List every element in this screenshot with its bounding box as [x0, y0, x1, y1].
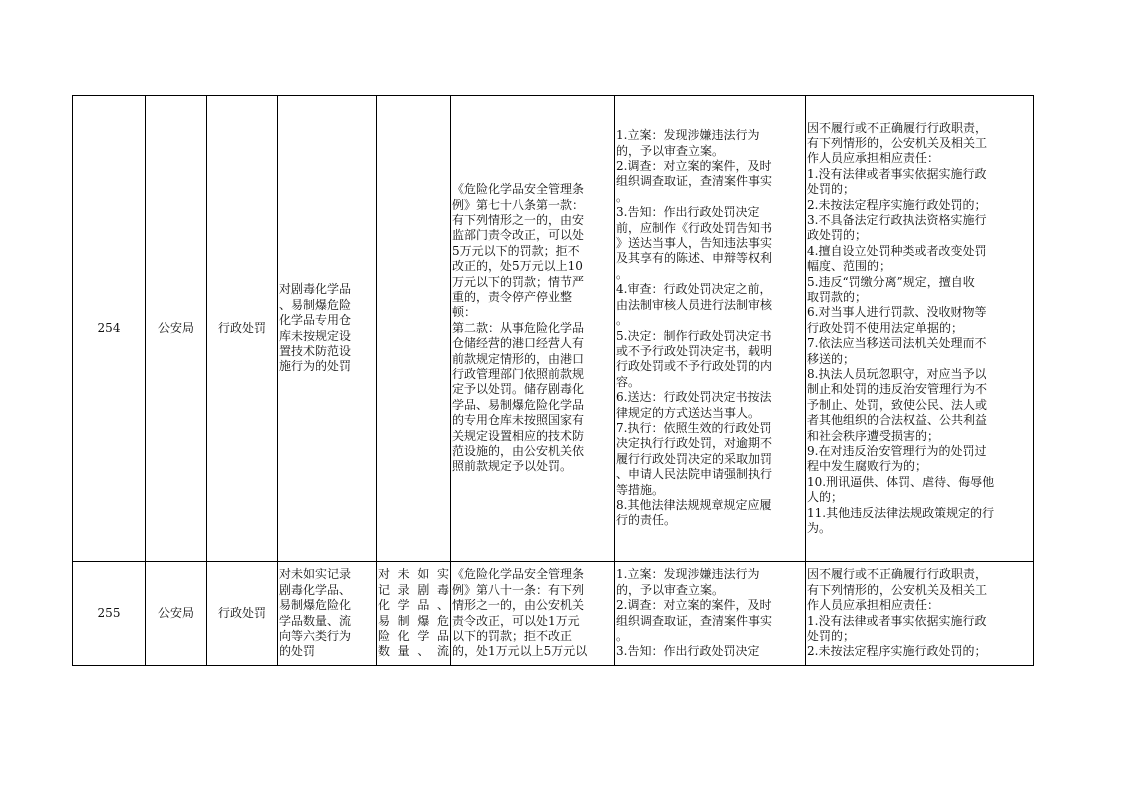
item-name-cell: [278, 96, 377, 562]
text-line: 决定执行行政处罚，对逾期不: [616, 436, 773, 451]
text-line: 的，处1万元以上5万元以: [452, 644, 588, 659]
text-line: 1.没有法律或者事实依据实施行政: [807, 166, 987, 181]
text-line: 范设施的，由公安机关依: [452, 444, 585, 459]
text-line: 3.告知：作出行政处罚决定: [616, 644, 760, 659]
text-line: 库未按规定设: [279, 328, 352, 343]
text-line: 11.其他违反法律法规政策规定的行: [807, 505, 995, 520]
text-line: 《危险化学品安全管理条: [452, 567, 585, 582]
text-line: 例》第七十八条第一款：: [452, 197, 585, 212]
text-line: 学品数量、流: [279, 613, 352, 628]
text-line: 因不履行或不正确履行行政职责，: [807, 567, 988, 582]
text-line: 4.擅自设立处罚种类或者改变处罚: [807, 243, 987, 258]
text-line: 2.未按法定程序实施行政处罚的；: [807, 197, 987, 212]
procedure-cell: [615, 562, 806, 666]
text-line: 行政处罚不使用法定单据的；: [807, 320, 964, 335]
text-line: 8.执法人员玩忽职守，对应当予以: [807, 367, 987, 382]
text-line: 4.审查：行政处罚决定之前，: [616, 282, 772, 297]
text-line: 组织调查取证，查清案件事实: [616, 613, 773, 628]
row-number: 255: [73, 562, 146, 666]
text-line: 和社会秩序遭受损害的；: [807, 428, 940, 443]
text-line: 定予以处罚。储存剧毒化: [452, 382, 585, 397]
text-line: 2.调查：对立案的案件，及时: [616, 159, 772, 174]
text-line: 数量、流: [378, 644, 449, 659]
enforcement-table: [72, 95, 1034, 666]
text-line: 改正的，处5万元以上10: [452, 259, 583, 274]
text-line: 3.告知：作出行政处罚决定: [616, 205, 760, 220]
text-line: 有下列情形的，公安机关及相关工: [807, 582, 988, 597]
department-cell: 公安局: [146, 96, 207, 562]
text-line: 易制爆危: [378, 613, 449, 628]
text-line: 行的责任。: [616, 513, 677, 528]
text-line: 人的；: [807, 490, 844, 505]
text-line: 以下的罚款；拒不改正: [452, 628, 573, 643]
text-line: 易制爆危险化: [279, 598, 352, 613]
text-line: 处罚的；: [807, 182, 856, 197]
text-line: 。: [616, 266, 629, 281]
text-line: 。: [616, 313, 629, 328]
text-line: 前，应制作《行政处罚告知书: [616, 220, 773, 235]
legal-basis-cell: [451, 96, 615, 562]
text-line: 行政管理部门依照前款规: [452, 367, 585, 382]
text-line: 政处罚的；: [807, 228, 868, 243]
text-line: 为。: [807, 521, 832, 536]
text-line: 因不履行或不正确履行行政职责，: [807, 120, 988, 135]
text-line: 的，予以审查立案。: [616, 582, 725, 597]
category-cell: 行政处罚: [207, 96, 278, 562]
text-line: 6.送达：行政处罚决定书按法: [616, 390, 772, 405]
text-line: 万元以下的罚款；情节严: [452, 274, 585, 289]
text-line: 有下列情形的，公安机关及相关工: [807, 135, 988, 150]
text-line: 7.执行：依照生效的行政处罚: [616, 420, 772, 435]
text-line: 处罚的；: [807, 628, 856, 643]
table-row: [73, 562, 1034, 666]
text-line: 行政处罚或不予行政处罚的内: [616, 359, 773, 374]
text-line: 《危险化学品安全管理条: [452, 182, 585, 197]
text-line: 仓储经营的港口经营人有: [452, 336, 585, 351]
text-line: 予制止、处罚，致使公民、法人或: [807, 397, 988, 412]
text-line: 程中发生腐败行为的；: [807, 459, 928, 474]
sub-item-cell: [377, 96, 451, 562]
procedure-cell: [615, 96, 806, 562]
text-line: 第二款：从事危险化学品: [452, 320, 585, 335]
text-line: 1.立案：发现涉嫌违法行为: [616, 128, 760, 143]
text-line: 有下列情形之一的，由安: [452, 212, 585, 227]
text-line: 剧毒化学品、: [279, 582, 352, 597]
text-line: 对未如实: [378, 567, 449, 582]
department-cell: 公安局: [146, 562, 207, 666]
text-line: 关规定设置相应的技术防: [452, 428, 585, 443]
legal-basis-cell: [451, 562, 615, 666]
text-line: 1.没有法律或者事实依据实施行政: [807, 613, 987, 628]
text-line: 幅度、范围的；: [807, 259, 892, 274]
text-line: 的专用仓库未按照国家有: [452, 413, 585, 428]
text-line: 7.依法应当移送司法机关处理而不: [807, 336, 987, 351]
text-line: 。: [616, 189, 629, 204]
text-line: 化学品、: [378, 598, 449, 613]
text-line: 2.调查：对立案的案件，及时: [616, 598, 772, 613]
text-line: 2.未按法定程序实施行政处罚的；: [807, 644, 987, 659]
text-line: 律规定的方式送达当事人。: [616, 405, 761, 420]
text-line: 。: [616, 628, 629, 643]
text-line: 及其享有的陈述、申辩等权利: [616, 251, 773, 266]
text-line: 前款规定情形的，由港口: [452, 351, 585, 366]
text-line: 对剧毒化学品: [279, 282, 352, 297]
text-line: 重的，责令停产停业整: [452, 289, 573, 304]
text-line: 6.对当事人进行罚款、没收财物等: [807, 305, 987, 320]
text-line: 情形之一的，由公安机关: [452, 598, 585, 613]
text-line: 照前款规定予以处罚。: [452, 459, 573, 474]
item-name-cell: [278, 562, 377, 666]
text-line: 施行为的处罚: [279, 359, 352, 374]
text-line: 1.立案：发现涉嫌违法行为: [616, 567, 760, 582]
text-line: 险化学品: [378, 628, 449, 643]
text-line: 例》第八十一条：有下列: [452, 582, 585, 597]
text-line: 的，予以审查立案。: [616, 143, 725, 158]
text-line: 制止和处罚的违反治安管理行为不: [807, 382, 988, 397]
text-line: 10.刑讯逼供、体罚、虐待、侮辱他: [807, 474, 995, 489]
text-line: 、申请人民法院申请强制执行: [616, 467, 773, 482]
text-line: 、易制爆危险: [279, 297, 352, 312]
text-line: 的处罚: [279, 644, 316, 659]
responsibility-cell: [806, 562, 1034, 666]
text-line: 等措施。: [616, 482, 665, 497]
text-line: 取罚款的；: [807, 289, 868, 304]
text-line: 向等六类行为: [279, 628, 352, 643]
text-line: 3.不具备法定行政执法资格实施行: [807, 212, 987, 227]
text-line: 履行行政处罚决定的采取加罚: [616, 451, 773, 466]
text-line: 监部门责令改正，可以处: [452, 228, 585, 243]
text-line: 移送的；: [807, 351, 856, 366]
text-line: 化学品专用仓: [279, 313, 352, 328]
row-number: 254: [73, 96, 146, 562]
text-line: 作人员应承担相应责任：: [807, 151, 940, 166]
sub-item-cell: [377, 562, 451, 666]
text-line: 顿：: [452, 305, 477, 320]
text-line: 或不予行政处罚决定书，载明: [616, 343, 773, 358]
text-line: 8.其他法律法规规章规定应履: [616, 497, 772, 512]
text-line: 5.违反“罚缴分离”规定，擅自收: [807, 274, 975, 289]
text-line: 组织调查取证，查清案件事实: [616, 174, 773, 189]
text-line: 5.决定：制作行政处罚决定书: [616, 328, 772, 343]
text-line: 置技术防范设: [279, 343, 352, 358]
text-line: 5万元以下的罚款；拒不: [452, 243, 580, 258]
text-line: 对未如实记录: [279, 567, 352, 582]
text-line: 容。: [616, 374, 641, 389]
text-line: 9.在对违反治安管理行为的处罚过: [807, 444, 987, 459]
text-line: 责令改正，可以处1万元: [452, 613, 580, 628]
text-line: 者其他组织的合法权益、公共利益: [807, 413, 988, 428]
table-row: [73, 96, 1034, 562]
text-line: 学品、易制爆危险化学品: [452, 397, 585, 412]
category-cell: 行政处罚: [207, 562, 278, 666]
responsibility-cell: [806, 96, 1034, 562]
text-line: 》送达当事人，告知违法事实: [616, 236, 773, 251]
text-line: 记录剧毒: [378, 582, 449, 597]
text-line: 作人员应承担相应责任：: [807, 598, 940, 613]
text-line: 由法制审核人员进行法制审核: [616, 297, 773, 312]
